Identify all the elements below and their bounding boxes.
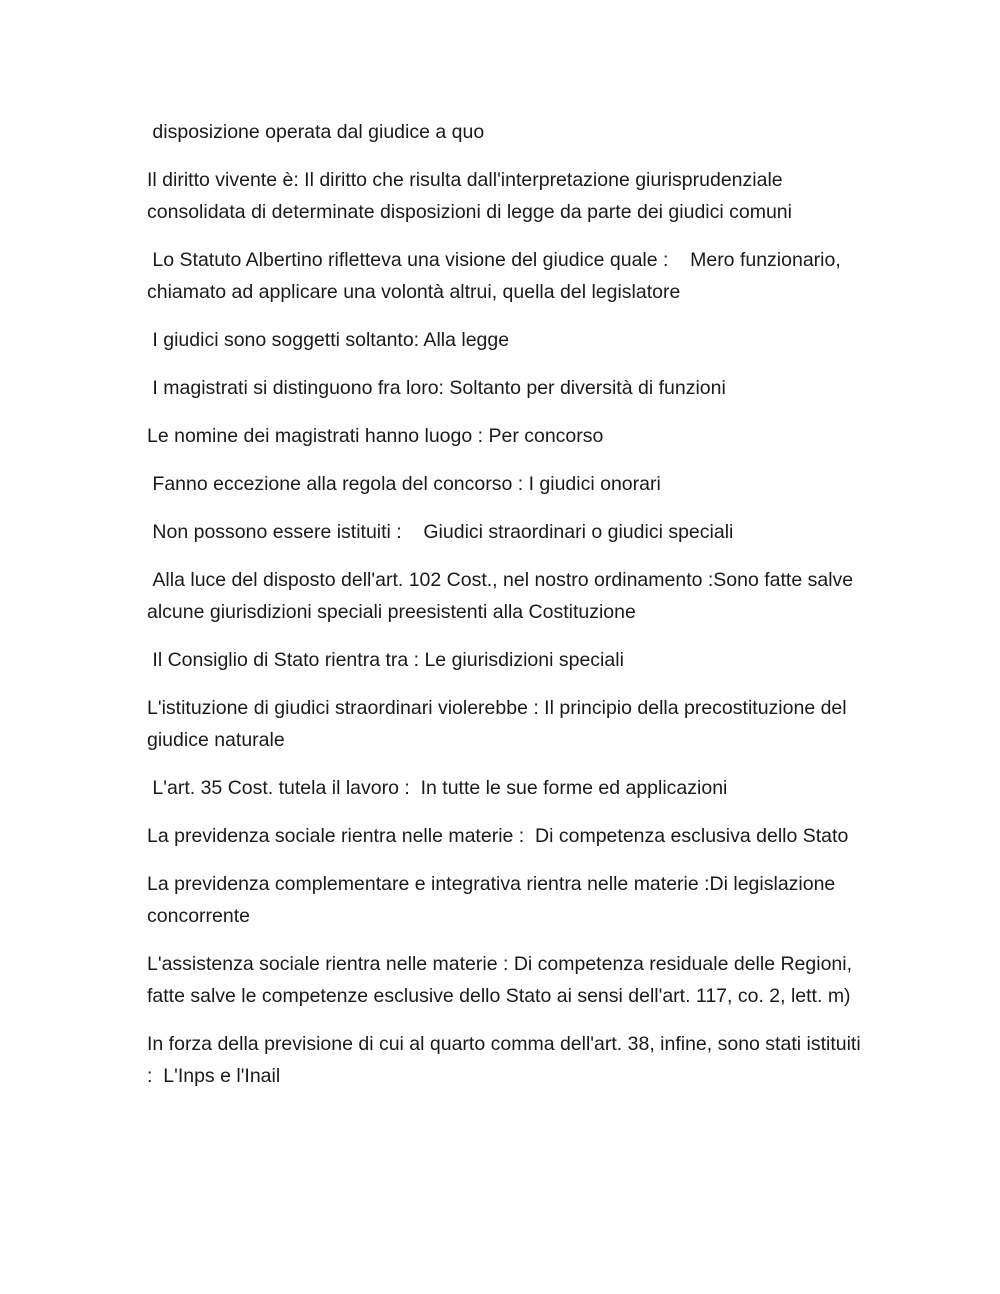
paragraph-5: I magistrati si distinguono fra loro: Soltanto per diversità di funzioni: [147, 377, 726, 399]
paragraph-16: In forza della previsione di cui al quarto comma dell'art. 38, infine, sono stati istituiti : L'Inps e l'Inail: [147, 1033, 867, 1087]
paragraph-11: L'istituzione di giudici straordinari violerebbe : Il principio della precostituzione del giudice naturale: [147, 697, 853, 751]
paragraph-15: L'assistenza sociale rientra nelle materie : Di competenza residuale delle Regioni, fatte salve le competenze esclusive dello Stato ai sensi dell'art. 117, co. 2, lett. m): [147, 953, 858, 1007]
paragraph-3: Lo Statuto Albertino rifletteva una visione del giudice quale : Mero funzionario, chiamato ad applicare una volontà altrui, quella del legislatore: [147, 249, 847, 303]
paragraph-13: La previdenza sociale rientra nelle materie : Di competenza esclusiva dello Stato: [147, 825, 849, 847]
paragraph-4: I giudici sono soggetti soltanto: Alla legge: [147, 329, 510, 351]
paragraph-12: L'art. 35 Cost. tutela il lavoro : In tutte le sue forme ed applicazioni: [147, 777, 728, 799]
paragraph-8: Non possono essere istituiti : Giudici straordinari o giudici speciali: [147, 521, 734, 543]
paragraph-10: Il Consiglio di Stato rientra tra : Le giurisdizioni speciali: [147, 649, 624, 671]
paragraph-9: Alla luce del disposto dell'art. 102 Cost., nel nostro ordinamento :Sono fatte salve alcune giurisdizioni speciali preesistenti alla Costituzione: [147, 569, 859, 623]
paragraph-1: disposizione operata dal giudice a quo: [147, 121, 485, 143]
paragraph-2: Il diritto vivente è: Il diritto che risulta dall'interpretazione giurisprudenziale consolidata di determinate disposizioni di legge da parte dei giudici comuni: [147, 169, 792, 223]
paragraph-14: La previdenza complementare e integrativa rientra nelle materie :Di legislazione concorrente: [147, 873, 841, 927]
paragraph-7: Fanno eccezione alla regola del concorso : I giudici onorari: [147, 473, 661, 495]
document-body: [147, 116, 867, 1108]
paragraph-6: Le nomine dei magistrati hanno luogo : Per concorso: [147, 425, 604, 447]
